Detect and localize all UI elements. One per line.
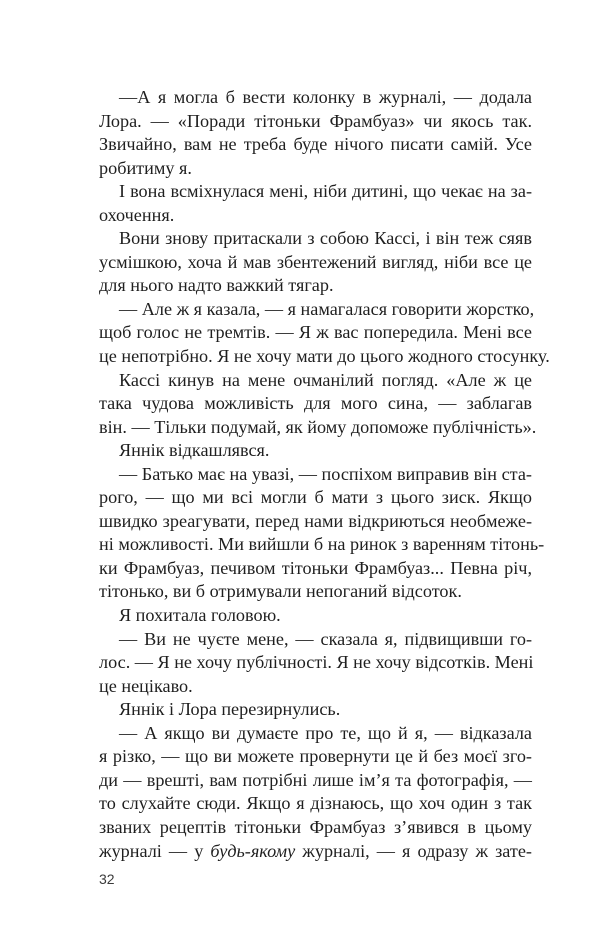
text-line: він. — Тільки подумай, як йому допоможе публічність». <box>99 416 537 437</box>
text-line: для нього надто важкий тягар. <box>99 275 334 296</box>
text-line: Яннік і Лора перезирнулись. <box>119 699 341 720</box>
text-line: щоб голос не тремтів. — Я ж вас попередила. Мені все <box>99 322 532 343</box>
text-line: то слухайте сюди. Якщо я дізнаюсь, що хоч один з так <box>99 793 532 814</box>
text-line: ні можливості. Ми вийшли б на ринок з варенням тітонь- <box>99 534 545 555</box>
text-line: рого, — що ми всі могли б мати з цього зиск. Якщо <box>99 487 532 508</box>
text-line: — Батько має на увазі, — поспіхом виправив він ста- <box>119 463 532 484</box>
page-number: 32 <box>99 871 115 887</box>
text-line: ки Фрамбуаз, печивом тітоньки Фрамбуаз... Певна річ, <box>99 557 532 578</box>
text-line: Лора. — «Поради тітоньки Фрамбуаз» чи якось так. <box>99 110 532 131</box>
text-line: така чудова можливість для мого сина, — заблагав <box>99 393 532 414</box>
text-line: охочення. <box>99 204 175 225</box>
text-line: —А я могла б вести колонку в журналі, — додала <box>119 87 532 107</box>
text-line: — А якщо ви думаєте про те, що й я, — відказала <box>119 722 532 743</box>
text-line <box>99 840 532 864</box>
text-fragment: журналі — у <box>99 840 211 861</box>
text-line: Яннік відкашлявся. <box>119 440 270 461</box>
text-line: я різко, — що ви можете провернути це й без моєї зго- <box>99 746 532 767</box>
text-line: Кассі кинув на мене очманілий погляд. «Але ж це <box>119 369 532 390</box>
text-line: ди — врешті, вам потрібні лише ім’я та фотографія, — <box>99 769 532 790</box>
text-line: лос. — Я не хочу публічності. Я не хочу відсотків. Мені <box>99 652 534 673</box>
text-line: робитиму я. <box>99 157 192 178</box>
text-line: це непотрібно. Я не хочу мати до цього жодного стосунку. <box>99 346 550 367</box>
emphasized-text: будь-якому <box>210 840 296 861</box>
text-line: званих рецептів тітоньки Фрамбуаз з’явився в цьому <box>99 816 532 837</box>
text-line: це нецікаво. <box>99 675 193 696</box>
text-line: усмішкою, хоча й мав збентежений вигляд, ніби все це <box>99 251 532 272</box>
body-text <box>99 86 550 863</box>
text-line: швидко зреагувати, перед нами відкриються необмеже- <box>99 510 532 531</box>
text-line: тітонько, ви б отримували непоганий відсоток. <box>99 581 462 602</box>
text-line: — Але ж я казала, — я намагалася говорити жорстко, <box>119 298 535 319</box>
text-line: Звичайно, вам не треба буде нічого писати самій. Усе <box>99 134 532 155</box>
text-fragment: журналі, — я одразу ж зате- <box>295 840 532 861</box>
text-line: Я похитала головою. <box>119 605 281 626</box>
text-line: — Ви не чуєте мене, — сказала я, підвищивши го- <box>119 628 532 649</box>
text-line: І вона всміхнулася мені, ніби дитині, що чекає на за- <box>119 181 532 202</box>
text-line: Вони знову притаскали з собою Кассі, і він теж сяяв <box>119 228 532 249</box>
